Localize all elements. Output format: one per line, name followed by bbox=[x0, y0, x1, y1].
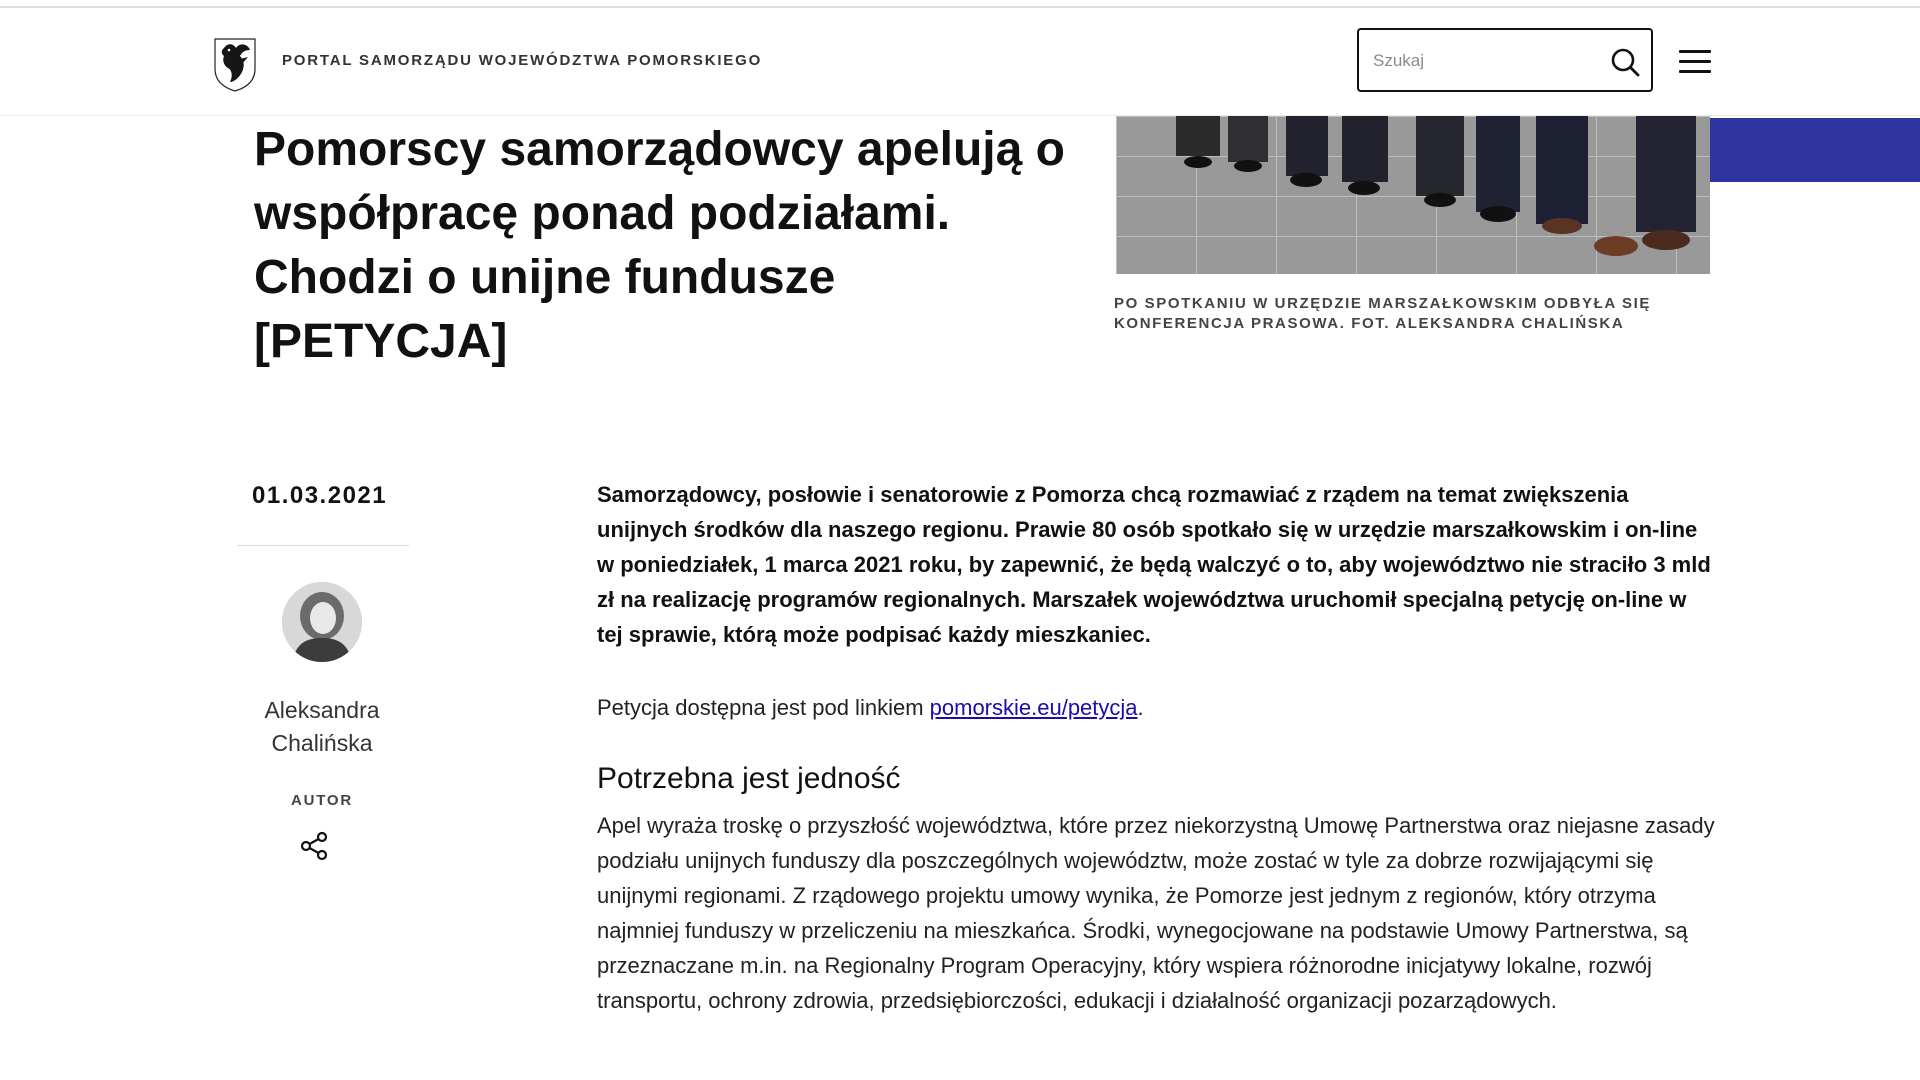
photo-caption: PO SPOTKANIU W URZĘDZIE MARSZAŁKOWSKIM ODBYŁA SIĘ KONFERENCJA PRASOWA. FOT. ALEKSANDRA CHALIŃSKA bbox=[1114, 295, 1652, 332]
avatar[interactable] bbox=[282, 582, 362, 662]
publication-date: 01.03.2021 bbox=[252, 482, 388, 509]
menu-line bbox=[1679, 50, 1711, 53]
share-icon[interactable] bbox=[299, 830, 329, 862]
petition-link[interactable]: pomorskie.eu/petycja bbox=[929, 695, 1138, 720]
gryphon-crest-icon[interactable] bbox=[212, 36, 258, 92]
petition-end: . bbox=[1137, 695, 1144, 720]
article-title: Pomorscy samorządowcy apelują o współpracę ponad podziałami. Chodzi o unijne fundusze [PETYCJA] bbox=[254, 123, 1065, 368]
search-input[interactable] bbox=[1373, 48, 1593, 74]
author-role-label: AUTOR bbox=[290, 792, 354, 809]
search-icon[interactable] bbox=[1609, 46, 1641, 78]
portal-title[interactable]: PORTAL SAMORZĄDU WOJEWÓDZTWA POMORSKIEGO bbox=[282, 52, 763, 69]
site-header bbox=[0, 8, 1920, 116]
hamburger-menu-icon[interactable] bbox=[1679, 50, 1711, 76]
article-lead: Samorządowcy, posłowie i senatorowie z Pomorza chcą rozmawiać z rządem na temat zwiększenia unijnych środków dla naszego regionu. Prawie 80 osób spotkało się w urzędzie marszałkowskim i on-line w poniedziałek, 1 marca 2021 roku, by zapewnić, że będą walczyć o to, aby województwo nie straciło 3 mld zł na realizację programów regionalnych. Marszałek województwa uruchomił specjalną petycję on-line w tej sprawie, którą może podpisać każdy mieszkaniec. bbox=[597, 482, 1711, 647]
author-name[interactable]: Aleksandra Chalińska bbox=[264, 697, 380, 756]
avatar-image bbox=[282, 582, 362, 662]
section-heading: Potrzebna jest jedność bbox=[597, 762, 901, 795]
accent-bar bbox=[1710, 118, 1920, 182]
article-body: Apel wyraża troskę o przyszłość województwa, które przez niekorzystną Umowę Partnerstwa oraz niejasne zasady podziału unijnych funduszy dla poszczególnych województw, może zostać w tyle za dobrze rozwijającymi się unijnymi regionami. Z rządowego projektu umowy wynika, że Pomorze jest jednym z regionów, który otrzyma najmniej funduszy w przeliczeniu na mieszkańca. Środki, wynegocjowane na podstawie Umowy Partnerstwa, są przeznaczane m.in. na Regionalny Program Operacyjny, który wspiera różnorodne inicjatywy lokalne, rozwój transportu, ochrony zdrowia, przedsiębiorczości, edukacji i działalność organizacji pozarządowych. bbox=[597, 813, 1715, 1013]
menu-line bbox=[1679, 60, 1711, 63]
menu-line bbox=[1679, 70, 1711, 73]
article-hero-photo bbox=[1116, 116, 1710, 274]
search-box bbox=[1357, 28, 1653, 92]
petition-text: Petycja dostępna jest pod linkiem bbox=[597, 695, 930, 720]
petition-paragraph bbox=[597, 691, 1715, 725]
sidebar-divider bbox=[237, 545, 409, 546]
hero-photo-image bbox=[1116, 116, 1710, 274]
